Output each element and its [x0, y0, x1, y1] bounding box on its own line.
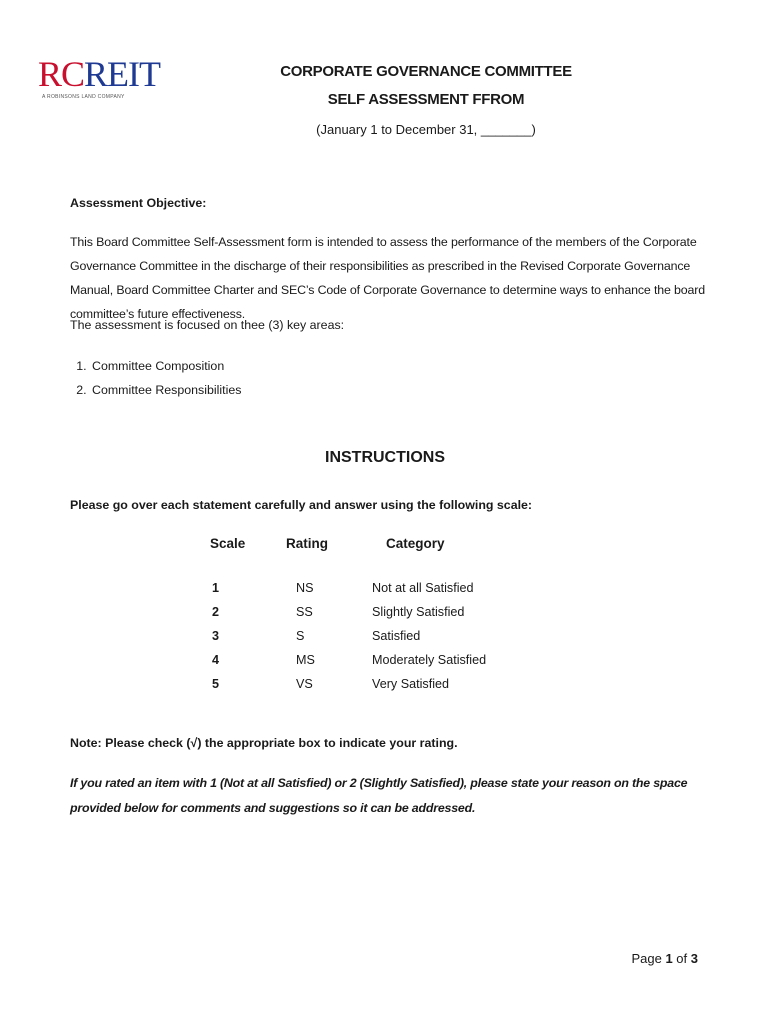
category-cell: Very Satisfied	[372, 677, 450, 691]
header-rating: Rating	[286, 535, 328, 551]
rating-cell: SS	[296, 605, 313, 619]
current-page: 1	[665, 951, 673, 966]
of-word: of	[676, 951, 688, 966]
comment-instruction: If you rated an item with 1 (Not at all Satisfied) or 2 (Slightly Satisfied), please state your reason on the space provided below for comments and suggestions so it can be addressed.	[70, 776, 688, 815]
assessment-period: (January 1 to December 31, _______)	[316, 122, 536, 137]
page-word: Page	[631, 951, 662, 966]
rating-cell: NS	[296, 581, 314, 595]
total-pages: 3	[690, 951, 698, 966]
category-cell: Moderately Satisfied	[372, 653, 487, 667]
key-areas-list	[70, 354, 730, 402]
category-cell: Satisfied	[372, 629, 421, 643]
title-line-1: CORPORATE GOVERNANCE COMMITTEE	[280, 63, 572, 80]
key-area-item: 1. Committee Composition	[90, 354, 730, 378]
header-scale: Scale	[210, 535, 246, 551]
scale-intro: Please go over each statement carefully and answer using the following scale:	[70, 498, 533, 512]
table-row	[190, 624, 566, 648]
title-line-2: SELF ASSESSMENT FFROM	[327, 91, 525, 108]
rating-scale-table	[190, 534, 566, 696]
table-row	[190, 576, 566, 600]
header-category: Category	[386, 535, 445, 551]
company-logo	[38, 54, 161, 100]
key-area-item: 2. Committee Responsibilities	[90, 378, 730, 402]
category-cell: Not at all Satisfied	[372, 581, 474, 595]
scale-cell: 2	[212, 605, 220, 619]
rating-cell: VS	[296, 677, 313, 691]
category-cell: Slightly Satisfied	[372, 605, 465, 619]
focus-text: The assessment is focused on thee (3) key areas:	[70, 318, 345, 332]
table-row	[190, 672, 566, 696]
instructions-title: INSTRUCTIONS	[325, 449, 445, 466]
scale-cell: 4	[212, 653, 220, 667]
document-header	[250, 58, 602, 140]
table-row	[190, 648, 566, 672]
objective-text: This Board Committee Self-Assessment form is intended to assess the performance of the members of the Corporate Governance Committee in the discharge of their responsibilities as prescribed in the Revised Corporate Governance Manual, Board Committee Charter and SEC’s Code of Corporate Governance to determine ways to enhance the board committee’s future effectiveness.	[70, 235, 705, 321]
scale-cell: 5	[212, 677, 220, 691]
table-header-row	[190, 534, 566, 576]
page-number	[631, 951, 698, 966]
objective-label: Assessment Objective:	[70, 196, 207, 210]
table-row	[190, 600, 566, 624]
scale-cell: 3	[212, 629, 220, 643]
logo-subtitle: A ROBINSONS LAND COMPANY	[42, 94, 125, 100]
rating-note: Note: Please check (√) the appropriate box to indicate your rating.	[70, 736, 458, 750]
rating-cell: S	[296, 629, 305, 643]
logo-reit: REIT	[84, 54, 161, 94]
logo-rc: RC	[38, 54, 85, 94]
logo-wordmark	[38, 54, 161, 94]
scale-cell: 1	[212, 581, 220, 595]
rating-cell: MS	[296, 653, 315, 667]
